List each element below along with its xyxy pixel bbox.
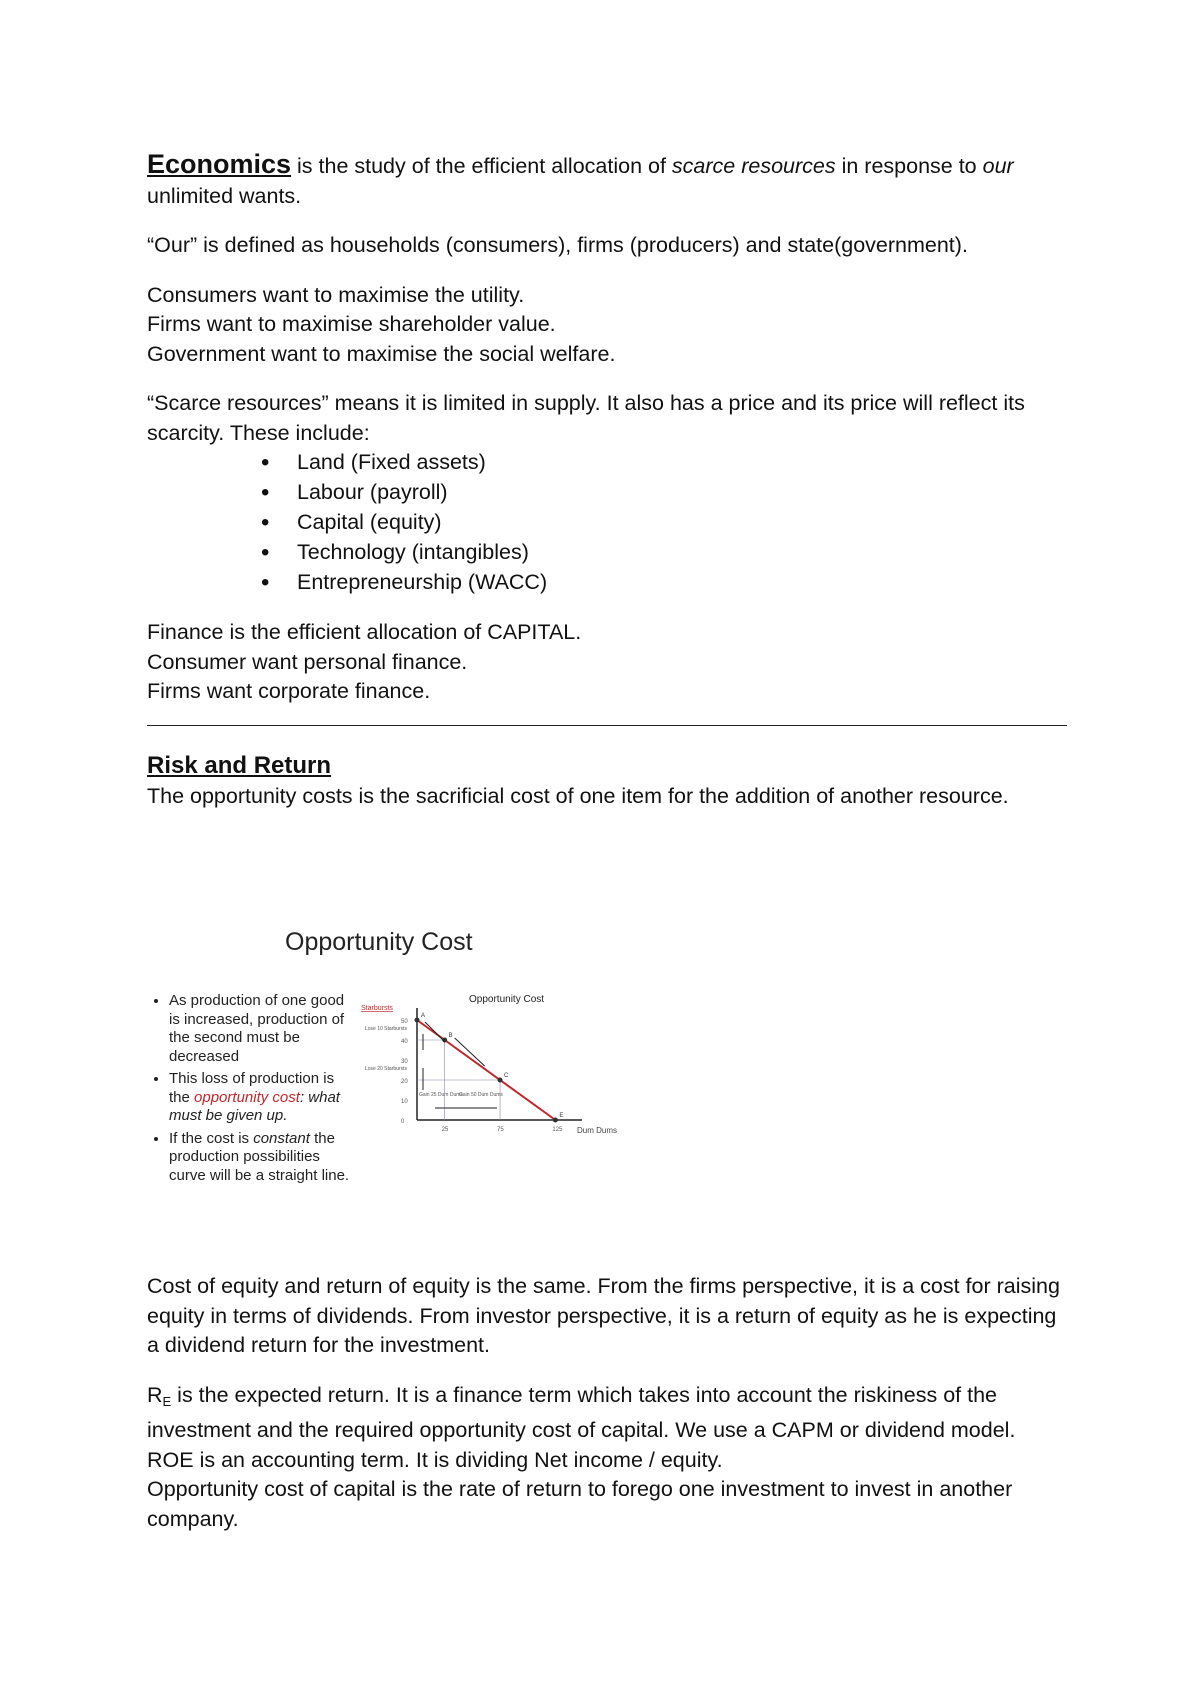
slide-title: Opportunity Cost [285,928,473,956]
y-tick-label: 50 [401,1019,408,1025]
risk-return-heading: Risk and Return [147,751,332,779]
point-label: C [504,1073,509,1079]
y-tick-label: 20 [401,1079,408,1085]
roe-line: ROE is an accounting term. It is dividing Net income / equity. [147,1447,723,1472]
arrow [455,1038,485,1066]
slide-bullet: • This loss of production is the opportunity cost: what must be given up. [169,1070,357,1126]
bottom-text [147,1272,1067,1534]
x-tick-label: 125 [552,1127,563,1133]
point-label: A [421,1013,426,1019]
cost-of-equity-paragraph: Cost of equity and return of equity is the same. From the firms perspective, it is a cost for raising equity in terms of dividends. From investor perspective, it is a return of equity as he is expecting a dividend return for the investment. [147,1274,1060,1357]
finance-line-2: Consumer want personal finance. [147,649,468,674]
scarce-resources-definition: “Scarce resources” means it is limited in supply. It also has a price and its price will reflect its scarcity. These include: [147,391,1025,445]
expected-return-paragraph: $R_E$ is the expected return. It is a finance term which takes into account the riskiness of the investment and the required opportunity cost of capital. We use a CAPM or dividend model. [147,1382,1016,1442]
y-axis-label: Starbursts [361,1005,393,1012]
document-body [147,150,1067,811]
slide-bullets [157,992,357,1189]
opportunity-cost-slide [147,928,647,1214]
slide-bullet: • As production of one good is increased, production of the second must be decreased [169,992,357,1066]
finance-line-1: Finance is the efficient allocation of CAPITAL. [147,620,582,644]
economics-definition: Economics is the study of the efficient allocation of scarce resources in response to our unlimited wants. [147,149,1014,208]
list-item: • Land (Fixed assets) [147,448,1067,478]
annotation-label: Lose 20 Starbursts [365,1066,407,1072]
x-axis-label: Dum Dums [577,1126,618,1135]
annotation-label: Gain 25 Dum Dums [419,1092,463,1098]
list-item: • Technology (intangibles) [147,538,1067,568]
list-item: • Capital (equity) [147,508,1067,538]
opportunity-cost-definition: The opportunity costs is the sacrificial cost of one item for the addition of another resource. [147,783,1009,808]
consumers-line: Consumers want to maximise the utility. [147,282,525,307]
our-definition: “Our” is defined as households (consumers), firms (producers) and state(government). [147,233,968,257]
production-possibilities-chart [359,990,618,1140]
y-tick-label: 40 [401,1039,408,1045]
government-line: Government want to maximise the social welfare. [147,341,616,366]
x-tick-label: 25 [441,1127,449,1133]
chart-title: Opportunity Cost [469,994,545,1005]
y-tick-label: 30 [401,1059,408,1065]
opportunity-cost-capital-line: Opportunity cost of capital is the rate of return to forego one investment to invest in another company. [147,1477,1013,1531]
list-item: • Entrepreneurship (WACC) [147,568,1067,598]
firms-line: Firms want to maximise shareholder value. [147,312,556,336]
slide-bullet: • If the cost is constant the production possibilities curve will be a straight line. [169,1130,357,1186]
point-label: B [448,1033,453,1039]
annotation-label: Lose 10 Starbursts [365,1026,407,1032]
point-label: E [559,1113,564,1119]
y-tick-label: 0 [401,1119,405,1125]
data-point [553,1118,558,1123]
data-point [415,1018,420,1023]
y-tick-label: 10 [401,1099,408,1105]
finance-line-3: Firms want corporate finance. [147,679,431,703]
resources-list [147,448,1067,598]
annotation-label: Gain 50 Dum Dums [459,1092,503,1098]
horizontal-divider [147,725,1067,726]
arrow [425,1022,445,1042]
x-tick-label: 75 [497,1127,504,1133]
data-point [498,1078,503,1083]
list-item: • Labour (payroll) [147,478,1067,508]
economics-heading: Economics [147,149,292,179]
